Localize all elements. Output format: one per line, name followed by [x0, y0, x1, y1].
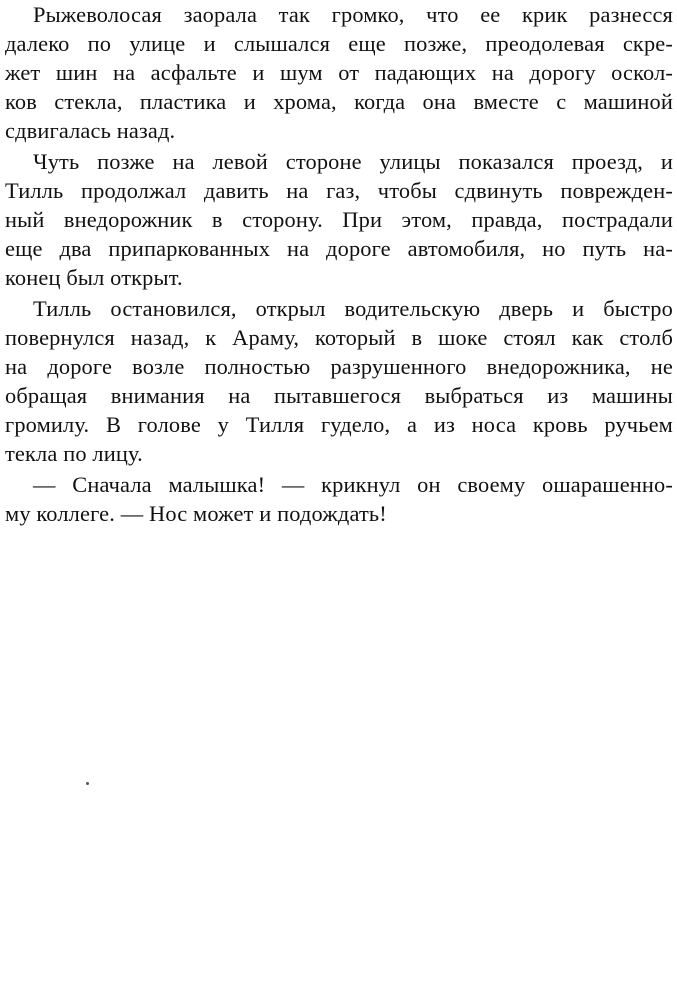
text-line: — Сначала малышка! — крикнул он своему ошарашенно- — [33, 472, 673, 497]
paragraph-2 — [5, 147, 673, 292]
text-line: далеко по улице и слышался еще позже, преодолевая скре- — [5, 31, 673, 56]
text-line: громилу. В голове у Тилля гудело, а из носа кровь ручьем — [5, 412, 673, 437]
text-line: текла по лицу. — [5, 441, 143, 466]
text-line: ков стекла, пластика и хрома, когда она вместе с машиной — [5, 89, 673, 114]
text-line: Чуть позже на левой стороне улицы показался проезд, и — [33, 149, 673, 174]
text-line: Рыжеволосая заорала так громко, что ее крик разнесся — [33, 2, 673, 27]
text-line: ный внедорожник в сторону. При этом, правда, пострадали — [5, 207, 673, 232]
text-line: на дороге возле полностью разрушенного внедорожника, не — [5, 354, 673, 379]
scan-speck — [86, 782, 89, 785]
text-line: Тилль остановился, открыл водительскую дверь и быстро — [33, 296, 673, 321]
text-line: сдвигалась назад. — [5, 118, 176, 143]
paragraph-4 — [5, 470, 673, 528]
text-line: еще два припаркованных на дороге автомобиля, но путь на- — [5, 236, 673, 261]
text-line: Тилль продолжал давить на газ, чтобы сдвинуть поврежден- — [5, 178, 673, 203]
paragraph-1 — [5, 0, 673, 145]
text-line: му коллеге. — Нос может и подождать! — [5, 501, 387, 526]
text-line: жет шин на асфальте и шум от падающих на дорогу оскол- — [5, 60, 673, 85]
paragraph-3 — [5, 294, 673, 468]
text-line: повернулся назад, к Араму, который в шоке стоял как столб — [5, 325, 673, 350]
text-line: конец был открыт. — [5, 265, 183, 290]
text-line: обращая внимания на пытавшегося выбраться из машины — [5, 383, 673, 408]
body-text — [5, 0, 673, 530]
